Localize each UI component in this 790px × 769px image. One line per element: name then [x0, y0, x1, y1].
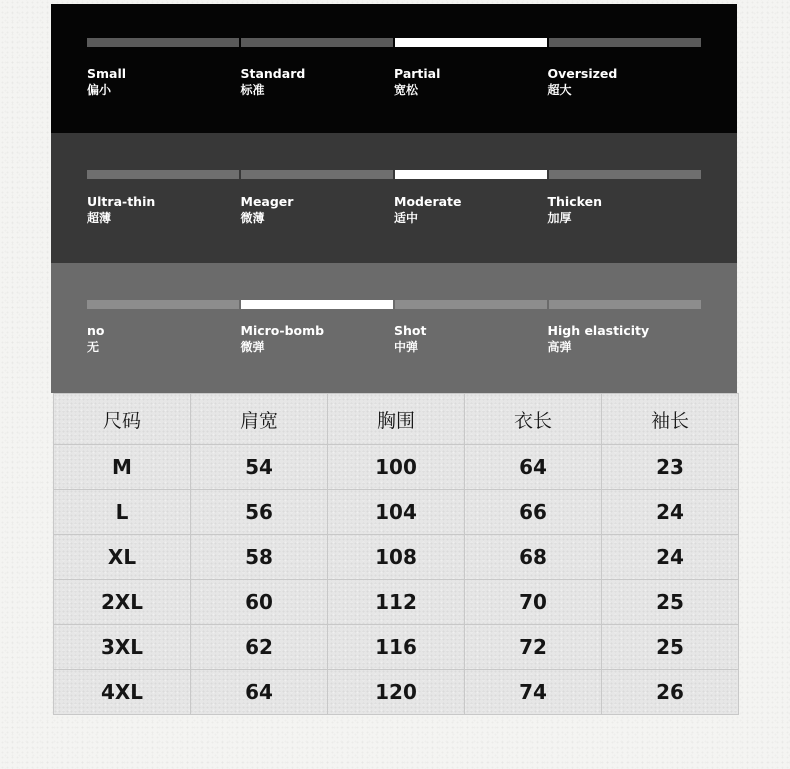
- fit-scale-bar: [87, 38, 701, 47]
- thickness-option-label-en: Meager: [240, 194, 294, 209]
- column-header-size: 尺码: [54, 394, 191, 445]
- table-header-row: [54, 394, 739, 445]
- shoulder-cell: 54: [191, 445, 328, 490]
- elasticity-option-label-cn: 中弹: [394, 340, 419, 354]
- elasticity-scale-bar: [87, 300, 701, 309]
- sleeve-cell: 24: [602, 535, 739, 580]
- fit-option-label-cn: 标准: [240, 83, 265, 97]
- thickness-option-moderate: [394, 194, 548, 227]
- elasticity-option-micro-bomb: [241, 323, 395, 356]
- fit-option-partial: [394, 66, 548, 99]
- table-row: [54, 445, 739, 490]
- elasticity-option-label-en: Shot: [394, 323, 427, 338]
- thickness-option-meager: [241, 194, 395, 227]
- length-cell: 70: [465, 580, 602, 625]
- table-row: [54, 535, 739, 580]
- elasticity-segment-no: [87, 300, 239, 309]
- thickness-segment-meager: [241, 170, 393, 179]
- chest-cell: 100: [328, 445, 465, 490]
- thickness-segment-moderate: [395, 170, 547, 179]
- length-cell: 66: [465, 490, 602, 535]
- table-row: [54, 490, 739, 535]
- fit-option-small: [87, 66, 241, 99]
- table-row: [54, 580, 739, 625]
- thickness-option-label-en: Ultra-thin: [87, 194, 156, 209]
- elasticity-option-label-en: no: [87, 323, 105, 338]
- fit-segment-standard: [241, 38, 393, 47]
- column-header-chest: 胸围: [328, 394, 465, 445]
- sleeve-cell: 24: [602, 490, 739, 535]
- elasticity-option-label-cn: 高弹: [547, 340, 572, 354]
- sleeve-cell: 25: [602, 625, 739, 670]
- fit-option-label-cn: 偏小: [87, 83, 112, 97]
- elasticity-option-no: [87, 323, 241, 356]
- elasticity-option-shot: [394, 323, 548, 356]
- chest-cell: 108: [328, 535, 465, 580]
- column-header-shoulder: 肩宽: [191, 394, 328, 445]
- fit-option-label-cn: 宽松: [394, 83, 419, 97]
- size-cell: L: [54, 490, 191, 535]
- fit-segment-small: [87, 38, 239, 47]
- elasticity-option-label-en: Micro-bomb: [240, 323, 325, 338]
- thickness-scale-labels: [87, 194, 701, 227]
- thickness-option-label-en: Thicken: [547, 194, 602, 209]
- length-cell: 74: [465, 670, 602, 715]
- shoulder-cell: 62: [191, 625, 328, 670]
- size-cell: 2XL: [54, 580, 191, 625]
- size-cell: 3XL: [54, 625, 191, 670]
- thickness-option-label-cn: 加厚: [547, 211, 572, 225]
- fit-scale-panel: [51, 4, 737, 133]
- sleeve-cell: 26: [602, 670, 739, 715]
- size-cell: 4XL: [54, 670, 191, 715]
- thickness-scale-panel: [51, 133, 737, 263]
- length-cell: 68: [465, 535, 602, 580]
- fit-option-label-en: Standard: [240, 66, 306, 81]
- table-row: [54, 625, 739, 670]
- thickness-option-label-en: Moderate: [394, 194, 462, 209]
- fit-segment-partial: [395, 38, 547, 47]
- elasticity-option-label-cn: 微弹: [240, 340, 265, 354]
- thickness-option-label-cn: 超薄: [87, 211, 112, 225]
- table-row: [54, 670, 739, 715]
- column-header-length: 衣长: [465, 394, 602, 445]
- thickness-segment-ultra-thin: [87, 170, 239, 179]
- chest-cell: 104: [328, 490, 465, 535]
- thickness-option-thicken: [548, 194, 702, 227]
- size-chart-table: [53, 393, 739, 715]
- shoulder-cell: 58: [191, 535, 328, 580]
- thickness-option-ultra-thin: [87, 194, 241, 227]
- length-cell: 64: [465, 445, 602, 490]
- thickness-scale-bar: [87, 170, 701, 179]
- thickness-option-label-cn: 适中: [394, 211, 419, 225]
- elasticity-option-label-cn: 无: [87, 340, 100, 354]
- fit-option-label-cn: 超大: [547, 83, 572, 97]
- elasticity-option-label-en: High elasticity: [547, 323, 650, 338]
- shoulder-cell: 60: [191, 580, 328, 625]
- size-cell: XL: [54, 535, 191, 580]
- fit-option-oversized: [548, 66, 702, 99]
- size-cell: M: [54, 445, 191, 490]
- shoulder-cell: 56: [191, 490, 328, 535]
- elasticity-segment-shot: [395, 300, 547, 309]
- elasticity-segment-high: [549, 300, 701, 309]
- column-header-sleeve: 袖长: [602, 394, 739, 445]
- fit-option-label-en: Small: [87, 66, 127, 81]
- fit-option-label-en: Partial: [394, 66, 441, 81]
- chest-cell: 120: [328, 670, 465, 715]
- fit-scale-labels: [87, 66, 701, 99]
- fit-option-label-en: Oversized: [547, 66, 618, 81]
- fit-segment-oversized: [549, 38, 701, 47]
- shoulder-cell: 64: [191, 670, 328, 715]
- chest-cell: 116: [328, 625, 465, 670]
- chest-cell: 112: [328, 580, 465, 625]
- elasticity-segment-micro-bomb: [241, 300, 393, 309]
- thickness-segment-thicken: [549, 170, 701, 179]
- elasticity-scale-panel: [51, 263, 737, 393]
- length-cell: 72: [465, 625, 602, 670]
- sleeve-cell: 23: [602, 445, 739, 490]
- elasticity-option-high: [548, 323, 702, 356]
- sleeve-cell: 25: [602, 580, 739, 625]
- fit-option-standard: [241, 66, 395, 99]
- elasticity-scale-labels: [87, 323, 701, 356]
- thickness-option-label-cn: 微薄: [240, 211, 265, 225]
